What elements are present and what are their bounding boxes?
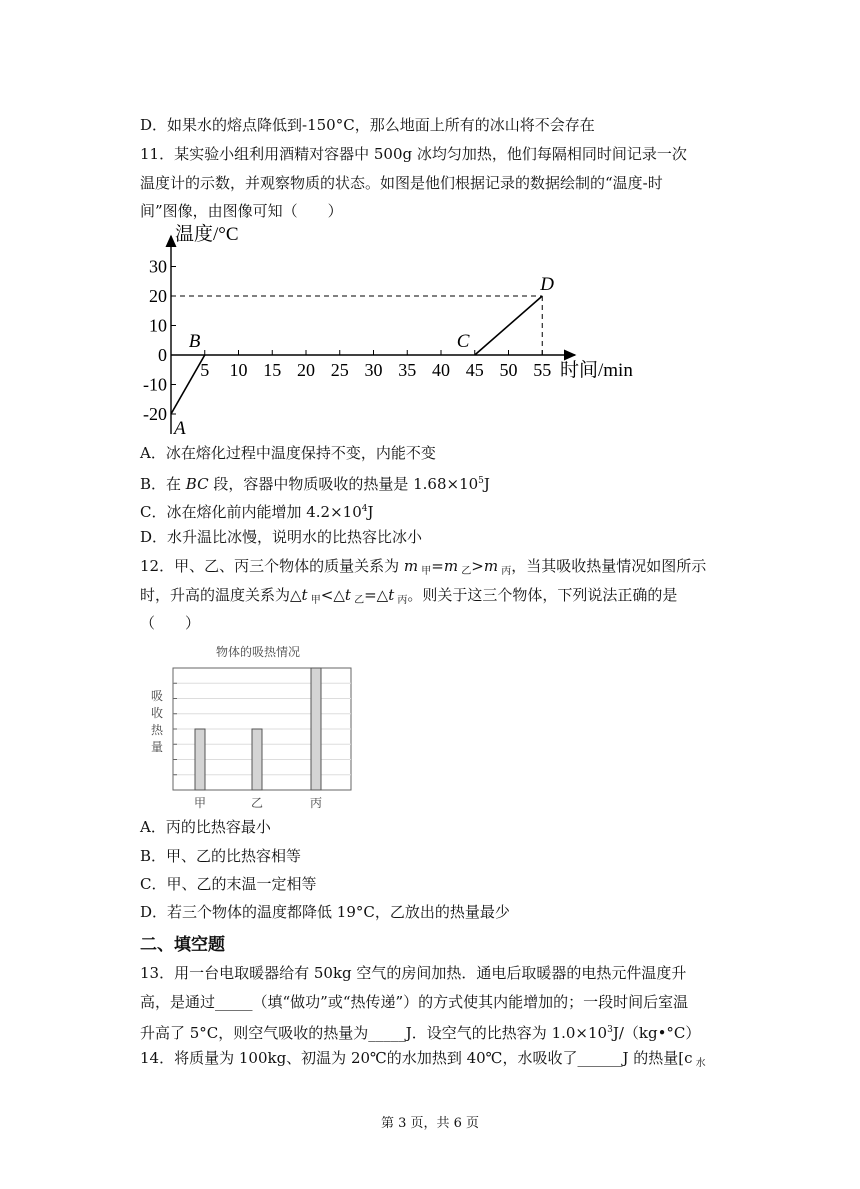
chart1-x-tick-label: 50 [499,360,518,380]
chart1-y-tick-label: 30 [149,256,167,277]
chart1-y-tick-label: 0 [158,345,167,365]
chart2-category-label: 乙 [250,796,264,810]
q12-option-b: B．甲、乙的比热容相等 [140,847,302,865]
temperature-time-chart [135,222,655,442]
chart1-x-tick-label: 15 [263,360,282,380]
chart1-x-tick-label: 5 [200,360,210,380]
chart1-segment-cd [475,296,543,355]
chart2-y-axis-label-char: 收 [150,706,164,720]
q12-option-d: D．若三个物体的温度都降低 19°C，乙放出的热量最少 [140,903,510,921]
chart1-axes [171,236,575,434]
chart1-guide-lines [171,296,542,355]
chart1-x-tick-label: 20 [297,360,315,380]
chart1-point-label-b: B [188,331,201,352]
chart1-x-tick-label: 35 [398,360,417,380]
section-title-fill-in: 二、填空题 [140,935,225,955]
q12-option-c: C．甲、乙的末温一定相等 [140,875,317,893]
chart1-point-labels [172,274,554,439]
q13-line2: 高，是通过_____（填“做功”或“热传递”）的方式使其内能增加的；一段时间后室温 [140,993,689,1011]
q12-stem-line3: （ ） [140,614,201,632]
chart2-y-axis-label [151,689,164,754]
page-footer: 第 3 页，共 6 页 [380,1116,480,1131]
chart2-category-label: 甲 [193,796,207,810]
q11-stem-line2: 温度计的示数，并观察物质的状态。如图是他们根据记录的数据绘制的“温度-时 [140,174,663,192]
q11-stem-line3: 间”图像，由图像可知（ ） [140,202,343,220]
chart1-x-tick-label: 10 [229,360,248,380]
q14-line1: 14．将质量为 100kg、初温为 20℃的水加热到 40℃，水吸收了______J 的热量[c $_水$ [140,1049,706,1069]
chart2-category-labels [194,796,322,810]
q12-stem-line2: 时，升高的温度关系为△t $_甲$<△t $_乙$=△t $_丙$。则关于这三个物体，下列说法正确的是 [140,586,678,606]
chart1-point-label-c: C [456,331,470,352]
chart2-bar [252,729,262,790]
chart2-category-label: 丙 [309,796,323,810]
q11-stem-line1: 11．某实验小组利用酒精对容器中 500g 冰均匀加热，他们每隔相同时间记录一次 [140,145,687,163]
chart1-x-tick-label: 55 [533,360,552,380]
chart1-point-label-a: A [174,418,186,439]
heat-absorption-chart [148,640,368,815]
chart1-y-tick-label: -10 [143,374,167,395]
chart2-bar [195,729,205,790]
chart1-y-axis-label: 温度/°C [175,224,239,245]
chart1-y-tick-label: 20 [149,286,167,306]
chart1-y-tick-label: -20 [143,404,167,424]
q13-line1: 13．用一台电取暖器给有 50kg 空气的房间加热．通电后取暖器的电热元件温度升 [140,964,687,982]
chart1-x-tick-label: 30 [364,360,383,380]
chart1-y-tick-label: 10 [149,315,167,336]
q12-stem-line1: 12．甲、乙、丙三个物体的质量关系为 m $_甲$=m $_乙$>m $_丙$，当其吸收热量情况如图所示 [140,557,707,577]
chart2-title: 物体的吸热情况 [215,645,301,659]
chart1-x-axis-label: 时间/min [560,360,633,381]
q11-option-d: D．水升温比冰慢，说明水的比热容比冰小 [140,528,423,546]
chart1-segment-ab [171,355,205,414]
q11-option-c: C．冰在熔化前内能增加 $4.2\times 10^4J$ [140,503,374,521]
chart1-x-tick-label: 25 [330,360,349,380]
q13-line3: 升高了 5°C，则空气吸收的热量为_____J．设空气的比热容为 $1.0\times 10^3J/(kg•^\circ C)$ [140,1024,701,1042]
chart2-y-axis-label-char: 量 [150,740,164,754]
chart2-y-axis-label-char: 热 [150,723,164,737]
q11-option-a: A．冰在熔化过程中温度保持不变，内能不变 [140,444,436,462]
chart2-y-axis-label-char: 吸 [150,689,164,703]
chart1-ticks [143,257,551,425]
chart1-point-label-d: D [540,274,554,295]
q12-option-a: A．丙的比热容最小 [140,818,271,836]
chart1-x-tick-label: 45 [465,360,484,380]
q11-option-b: B．在 BC 段，容器中物质吸收的热量是 $1.68\times 10^5J$ [140,475,490,493]
chart2-bar [311,668,321,790]
option-d-q10: D．如果水的熔点降低到-150°C，那么地面上所有的冰山将不会存在 [140,116,595,134]
chart1-x-tick-label: 40 [432,360,450,380]
